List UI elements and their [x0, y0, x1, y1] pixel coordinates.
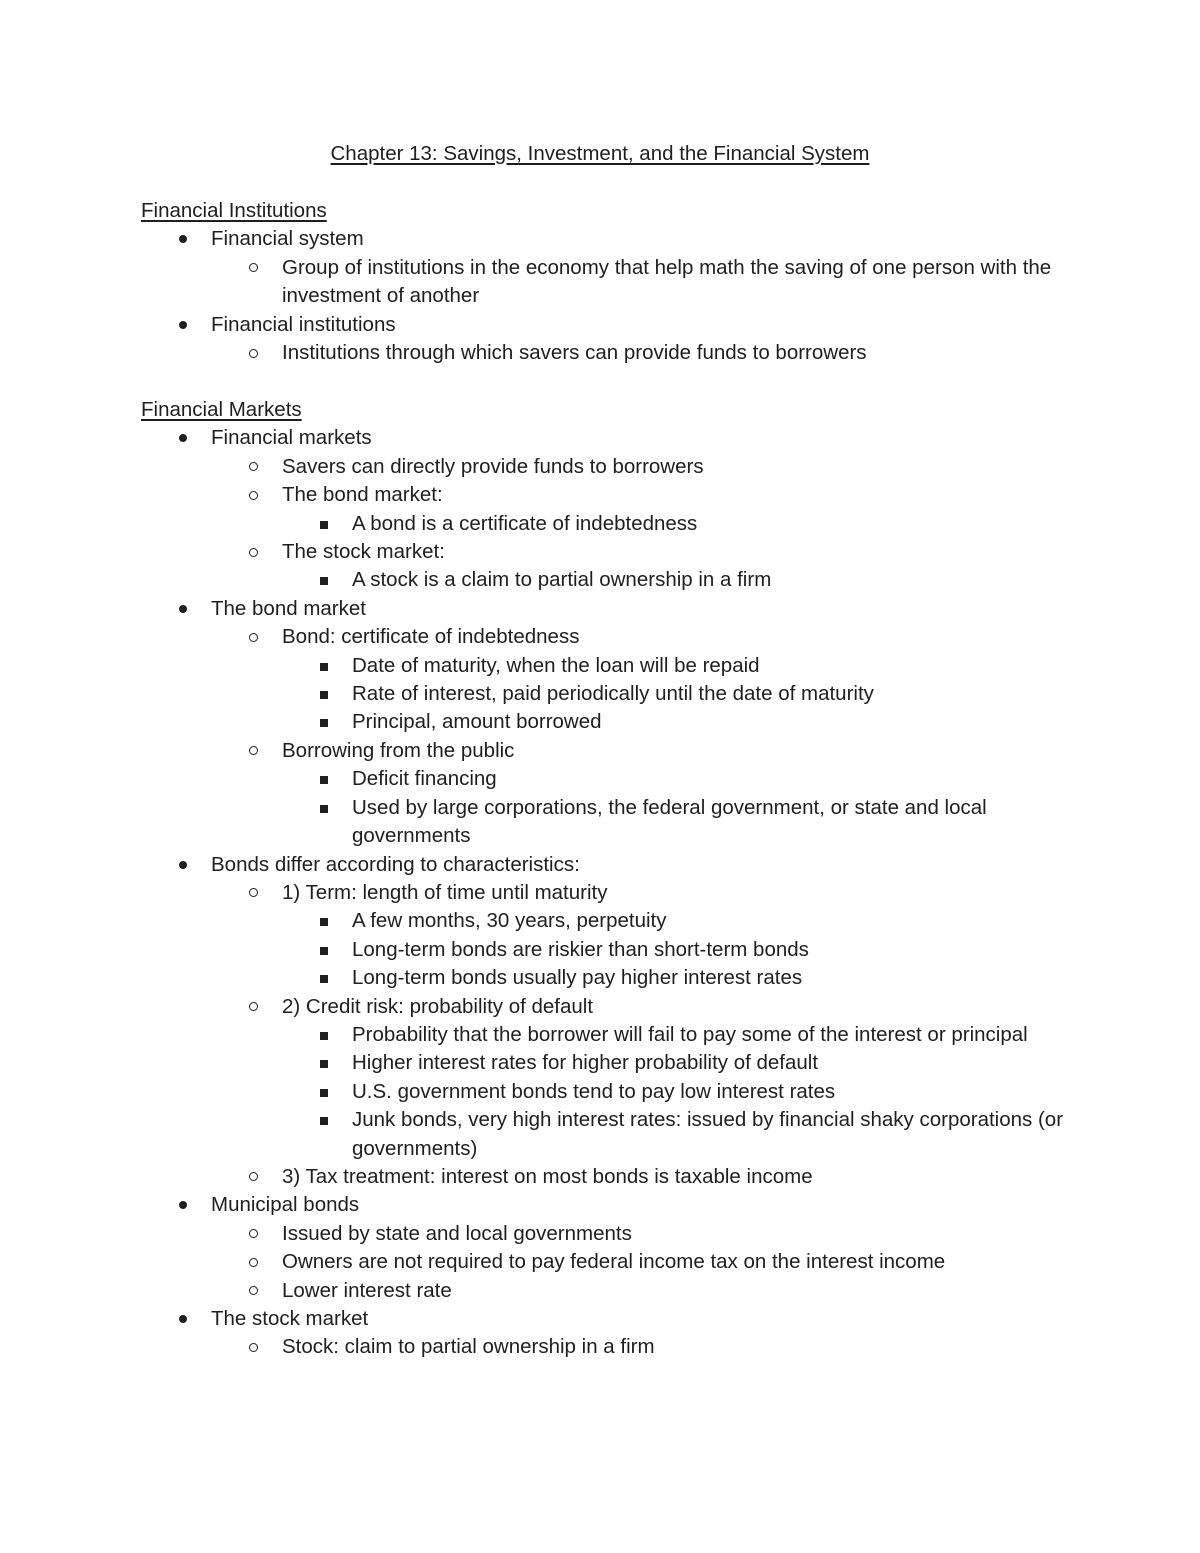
page-title: Chapter 13: Savings, Investment, and the Financial System: [330, 142, 870, 165]
list-item: Financial system: [141, 225, 1101, 253]
list-item: Junk bonds, very high interest rates: issued by financial shaky corporations (or governments): [141, 1106, 1101, 1163]
list-item: Group of institutions in the economy that help math the saving of one person with the investment of another: [141, 254, 1101, 311]
list-item: Long-term bonds usually pay higher interest rates: [141, 964, 1101, 992]
list-item: 1) Term: length of time until maturity: [141, 879, 1101, 907]
hollow-circle-bullet-icon: [249, 633, 258, 642]
list-item: 2) Credit risk: probability of default: [141, 993, 1101, 1021]
section-heading: Financial Institutions: [141, 199, 327, 222]
hollow-circle-bullet-icon: [249, 888, 258, 897]
filled-circle-bullet-icon: [179, 861, 187, 869]
filled-circle-bullet-icon: [179, 1201, 187, 1209]
list-item: A few months, 30 years, perpetuity: [141, 907, 1101, 935]
list-item: Bond: certificate of indebtedness: [141, 623, 1101, 651]
list-item: Savers can directly provide funds to borrowers: [141, 453, 1101, 481]
square-bullet-icon: [320, 1060, 328, 1068]
list-item: Issued by state and local governments: [141, 1220, 1101, 1248]
hollow-circle-bullet-icon: [249, 1258, 258, 1267]
list-item: Owners are not required to pay federal income tax on the interest income: [141, 1248, 1101, 1276]
square-bullet-icon: [320, 691, 328, 699]
square-bullet-icon: [320, 1089, 328, 1097]
square-bullet-icon: [320, 947, 328, 955]
list-item: The stock market:: [141, 538, 1101, 566]
list-item: Higher interest rates for higher probability of default: [141, 1049, 1101, 1077]
hollow-circle-bullet-icon: [249, 491, 258, 500]
hollow-circle-bullet-icon: [249, 1286, 258, 1295]
hollow-circle-bullet-icon: [249, 1229, 258, 1238]
hollow-circle-bullet-icon: [249, 1172, 258, 1181]
hollow-circle-bullet-icon: [249, 263, 258, 272]
list-item: Lower interest rate: [141, 1277, 1101, 1305]
square-bullet-icon: [320, 918, 328, 926]
square-bullet-icon: [320, 776, 328, 784]
hollow-circle-bullet-icon: [249, 1002, 258, 1011]
hollow-circle-bullet-icon: [249, 462, 258, 471]
list-item: Principal, amount borrowed: [141, 708, 1101, 736]
bullet-list: [141, 424, 1101, 1361]
section-financial-markets: [141, 396, 1101, 1362]
square-bullet-icon: [320, 1032, 328, 1040]
list-item: The bond market: [141, 595, 1101, 623]
square-bullet-icon: [320, 521, 328, 529]
square-bullet-icon: [320, 577, 328, 585]
section-financial-institutions: [141, 197, 1101, 367]
list-item: Deficit financing: [141, 765, 1101, 793]
hollow-circle-bullet-icon: [249, 1343, 258, 1352]
section-heading: Financial Markets: [141, 398, 302, 421]
filled-circle-bullet-icon: [179, 434, 187, 442]
list-item: Municipal bonds: [141, 1191, 1101, 1219]
list-item: 3) Tax treatment: interest on most bonds is taxable income: [141, 1163, 1101, 1191]
filled-circle-bullet-icon: [179, 605, 187, 613]
square-bullet-icon: [320, 719, 328, 727]
list-item: Borrowing from the public: [141, 737, 1101, 765]
list-item: Bonds differ according to characteristics:: [141, 851, 1101, 879]
square-bullet-icon: [320, 1117, 328, 1125]
hollow-circle-bullet-icon: [249, 746, 258, 755]
list-item: Date of maturity, when the loan will be repaid: [141, 652, 1101, 680]
list-item: The bond market:: [141, 481, 1101, 509]
hollow-circle-bullet-icon: [249, 548, 258, 557]
list-item: Rate of interest, paid periodically until the date of maturity: [141, 680, 1101, 708]
list-item: Long-term bonds are riskier than short-term bonds: [141, 936, 1101, 964]
list-item: Institutions through which savers can provide funds to borrowers: [141, 339, 1101, 367]
filled-circle-bullet-icon: [179, 1315, 187, 1323]
list-item: A stock is a claim to partial ownership in a firm: [141, 566, 1101, 594]
list-item: The stock market: [141, 1305, 1101, 1333]
filled-circle-bullet-icon: [179, 321, 187, 329]
square-bullet-icon: [320, 975, 328, 983]
square-bullet-icon: [320, 805, 328, 813]
list-item: Probability that the borrower will fail to pay some of the interest or principal: [141, 1021, 1101, 1049]
hollow-circle-bullet-icon: [249, 349, 258, 358]
list-item: U.S. government bonds tend to pay low interest rates: [141, 1078, 1101, 1106]
list-item: Financial institutions: [141, 311, 1101, 339]
list-item: Stock: claim to partial ownership in a firm: [141, 1333, 1101, 1361]
list-item: A bond is a certificate of indebtedness: [141, 510, 1101, 538]
list-item: Financial markets: [141, 424, 1101, 452]
filled-circle-bullet-icon: [179, 235, 187, 243]
bullet-list: [141, 225, 1101, 367]
list-item: Used by large corporations, the federal government, or state and local governments: [141, 794, 1101, 851]
square-bullet-icon: [320, 663, 328, 671]
